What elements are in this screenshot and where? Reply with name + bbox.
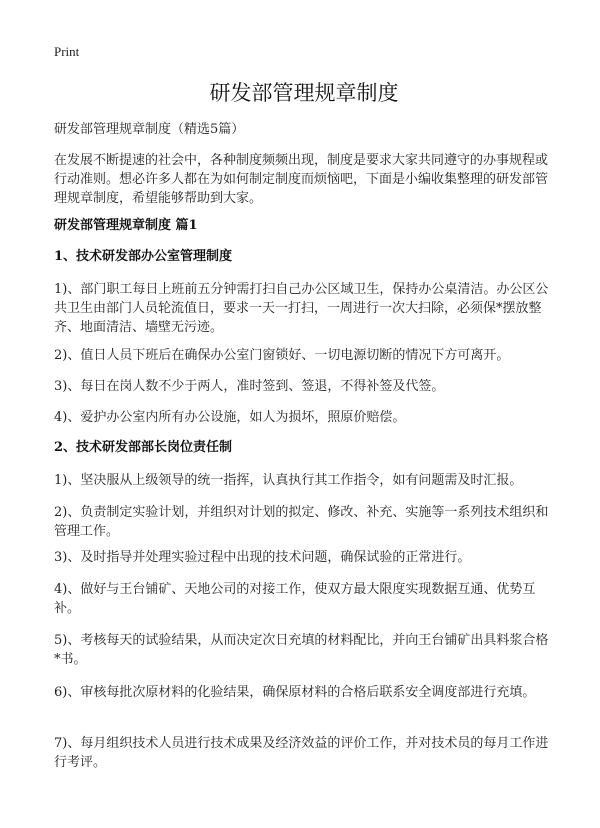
list-item: 2)、值日人员下班后在确保办公室门窗锁好、一切电源切断的情况下方可离开。 — [54, 348, 510, 363]
list-item: 2)、负责制定实验计划，并组织对计划的拟定、修改、补充、实施等一系列技术组织和管理工作。 — [54, 505, 549, 539]
list-item: 3)、及时指导并处理实验过程中出现的技术问题，确保试验的正常进行。 — [54, 550, 471, 565]
subsection-heading-office-rules: 1、技术研发部办公室管理制度 — [54, 249, 233, 264]
print-label: Print — [54, 44, 80, 59]
list-item: 4)、做好与王台铺矿、天地公司的对接工作，使双方最大限度实现数据互通、优势互补。 — [54, 582, 536, 616]
section-heading-1: 研发部管理规章制度 篇1 — [54, 218, 198, 233]
list-item: 1)、部门职工每日上班前五分钟需打扫自己办公区域卫生，保持办公桌清洁。办公区公共卫生由部门人员轮流值日，要求一天一打扫，一周进行一次大扫除，必须保*摆放整齐、地面清洁、墙壁无污迹。 — [54, 282, 549, 335]
subsection-heading-director-duties: 2、技术研发部部长岗位责任制 — [54, 440, 233, 455]
list-item: 3)、每日在岗人数不少于两人，准时签到、签退，不得补签及代签。 — [54, 379, 445, 394]
list-item: 7)、每月组织技术人员进行技术成果及经济效益的评价工作，并对技术员的每月工作进行考评。 — [54, 736, 549, 770]
document-title: 研发部管理规章制度 — [209, 81, 399, 105]
document-subtitle: 研发部管理规章制度（精选5篇） — [54, 122, 245, 137]
list-item: 1)、坚决服从上级领导的统一指挥，认真执行其工作指令，如有问题需及时汇报。 — [54, 473, 523, 488]
list-item: 4)、爱护办公室内所有办公设施，如人为损坏，照原价赔偿。 — [54, 410, 406, 425]
list-item: 6)、审核每批次原材料的化验结果，确保原材料的合格后联系安全调度部进行充填。 — [54, 685, 536, 700]
list-item: 5)、考核每天的试验结果，从而决定次日充填的材料配比，并向王台铺矿出具料浆合格*书。 — [54, 633, 549, 667]
intro-paragraph: 在发展不断提速的社会中，各种制度频频出现，制度是要求大家共同遵守的办事规程或行动准则。想必许多人都在为如何制定制度而烦恼吧，下面是小编收集整理的研发部管理规章制度，希望能够帮助到大家。 — [54, 153, 549, 206]
